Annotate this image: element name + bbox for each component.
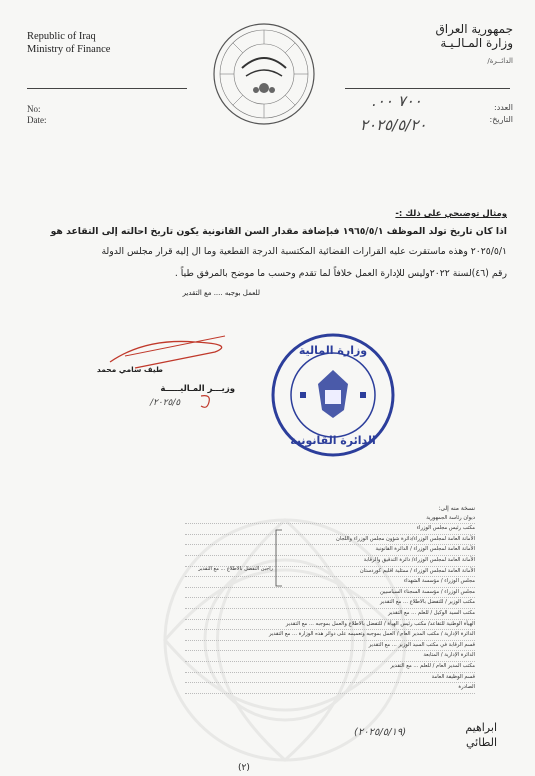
date-label: Date:	[27, 115, 47, 125]
header-arabic	[435, 22, 513, 68]
republic-label: Republic of Iraq	[27, 31, 96, 42]
letter-heading: ومثال توضيحي على ذلك :-	[395, 209, 507, 219]
letter-closing: للعمل بوجبه .... مع التقدير	[182, 289, 260, 297]
page-number: (٢)	[238, 763, 250, 773]
copy-item: الهيأة الوطنية للتقاعد/ مكتب رئيس الهيأة / للتفضل بالاطلاع والعمل بموجبه ... مع التقدير	[185, 620, 475, 631]
header-english	[27, 30, 110, 56]
copy-item: الأمانة العامة لمجلس الوزراء / الدائرة القانونية	[185, 545, 475, 556]
copy-item: قسم الرقابة في مكتب السيد الوزير ... مع التقدير	[185, 641, 475, 652]
copy-item: ديوان رئاسة الجمهورية	[185, 514, 475, 525]
letter-line-3: رقم (٤٦)لسنة ٢٠٢٢وليس للإدارة العمل خلافاً لما تقدم وحسب ما موضح بالمرفق طياً .	[174, 268, 507, 279]
letter-line-1: اذا كان تاريخ تولد الموظف ١٩٦٥/٥/١ فبإضافة مقدار السن القانونية يكون تاريخ احالته إلى التقاعد هو	[50, 226, 507, 237]
ministry-seal-logo	[212, 22, 316, 126]
copy-item: مكتب المدير العام / للعلم ... مع التقدير	[185, 662, 475, 673]
copies-bracket	[272, 528, 284, 588]
copy-item: الأمانة العامة لمجلس الوزراء / ممثلية اقليم كوردستان	[185, 567, 475, 578]
copy-item: مجلس الوزراء / مؤسسة السجناء السياسيين	[185, 588, 475, 599]
copy-item: الأمانة العامة لمجلس الوزراء/دائرة شؤون مجلس الوزراء واللجان	[185, 535, 475, 546]
copy-item: مكتب رئيس مجلس الوزراء	[185, 524, 475, 535]
stamp-top-text: وزارة المالية	[298, 344, 368, 357]
letter-line-2: ٢٠٢٥/٥/١ وهذه ماستقرت عليه القرارات القضائية المكتسبة الدرجة القطعية وما ال إليه قرار مجلس الدولة	[101, 246, 507, 257]
signature-date-mark	[197, 392, 219, 412]
date-label-ar: التاريخ:	[489, 115, 513, 124]
signer-name: طيف سامي محمد	[96, 365, 163, 374]
header-rule-right	[345, 88, 510, 89]
header-rule-left	[27, 88, 187, 89]
footer-signer	[465, 720, 497, 750]
copies-side-note: راجين التفضل بالاطلاع ... مع التقدير	[198, 566, 273, 572]
number-label-ar: العدد:	[494, 103, 513, 112]
copies-list	[185, 504, 475, 694]
date-value: ٢٠٢٥/٥/٢٠	[360, 116, 427, 134]
department-stamp	[270, 332, 396, 458]
copies-heading: نسخة منه إلى:	[438, 505, 475, 512]
footer-signer-name-2: الطائي	[465, 736, 497, 749]
department-label-ar: الدائــرة/	[487, 57, 513, 65]
copy-item: قسم الوظيفة العامة	[185, 673, 475, 684]
copy-item: الأمانة العامة لمجلس الوزراء/ دائرة التدقيق والرقابة	[185, 556, 475, 567]
republic-label-ar: جمهورية العراق	[435, 22, 513, 36]
signer-title: وزيـــر المـاليـــــة	[160, 384, 235, 394]
footer-signer-name-1: ابراهيم	[465, 721, 497, 734]
number-value: ٧٠٠ ٠٠.	[372, 92, 422, 110]
footer-date: (٢٠٢٥/٥/١٩)	[354, 727, 407, 738]
copy-item: مجلس الوزراء / مؤسسة الشهداء	[185, 577, 475, 588]
ministry-label-ar: وزارة المـالـيـة	[440, 36, 513, 50]
copy-item: الصادرة	[185, 683, 475, 694]
ministry-label: Ministry of Finance	[27, 44, 111, 55]
copy-item: مكتب السيد الوكيل / للعلم ... مع التقدير	[185, 609, 475, 620]
copy-item: الدائرة الإدارية / المتابعة	[185, 651, 475, 662]
meta-english	[27, 104, 47, 126]
copy-item: الدائرة الإدارية / مكتب المدير العام / العمل بموجبه وتعميمه على دوائر هذه الوزارة ... مع التقدير	[185, 630, 475, 641]
stamp-bottom-text: الدائرة القانونية	[290, 434, 376, 447]
meta-arabic	[490, 102, 513, 126]
number-label: No:	[27, 104, 41, 114]
copy-item: مكتب الوزير / للتفضل بالاطلاع ... مع التقدير	[185, 598, 475, 609]
signature-date: ٢٠٢٥/٥/	[150, 398, 181, 408]
